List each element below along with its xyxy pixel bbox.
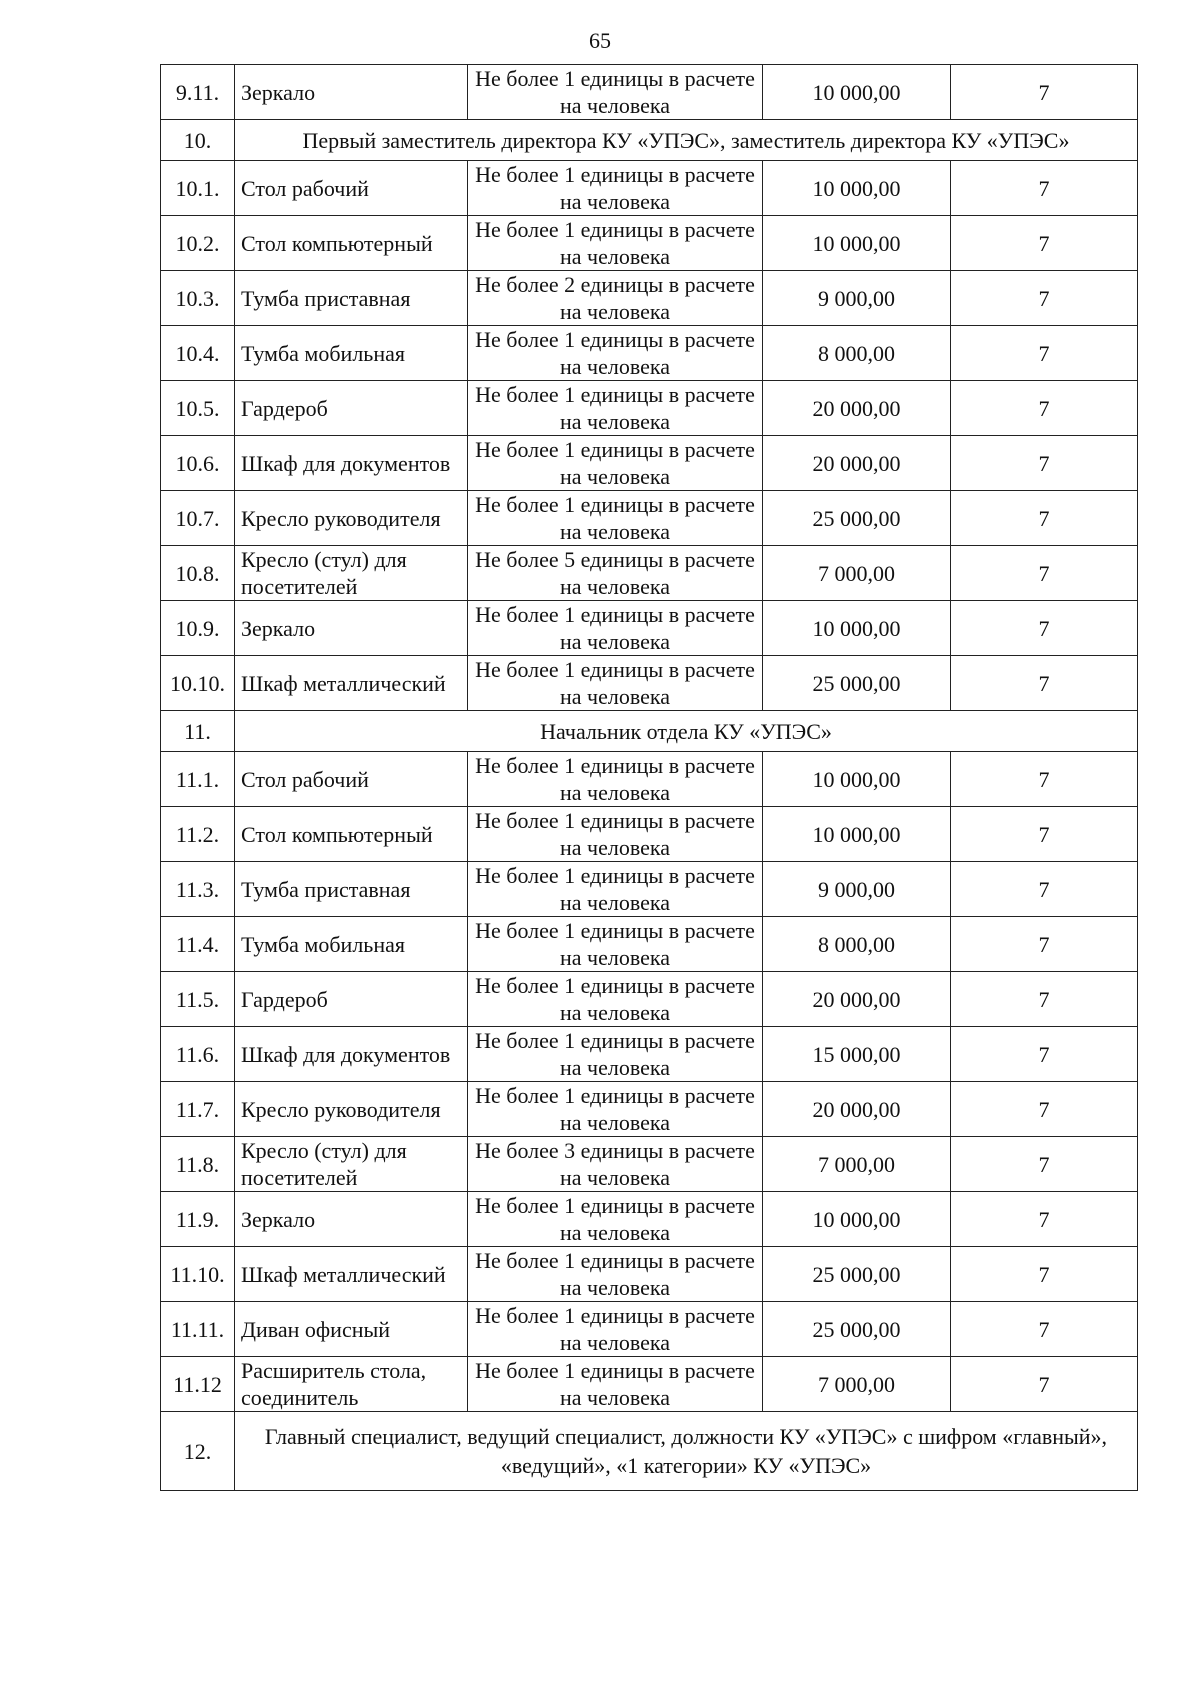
item-service-years: 7 — [951, 807, 1138, 862]
item-name: Шкаф металлический — [235, 1247, 468, 1302]
item-number: 10.8. — [161, 546, 235, 601]
table-row — [161, 917, 1138, 972]
item-number: 11.8. — [161, 1137, 235, 1192]
item-price: 7 000,00 — [763, 546, 951, 601]
item-name: Диван офисный — [235, 1302, 468, 1357]
item-norm: Не более 1 единицы в расчете на человека — [468, 65, 763, 120]
item-price: 9 000,00 — [763, 862, 951, 917]
section-number: 10. — [161, 120, 235, 161]
item-norm: Не более 1 единицы в расчете на человека — [468, 326, 763, 381]
item-service-years: 7 — [951, 271, 1138, 326]
table-row — [161, 1302, 1138, 1357]
item-price: 8 000,00 — [763, 917, 951, 972]
item-name: Кресло (стул) для посетителей — [235, 1137, 468, 1192]
item-price: 25 000,00 — [763, 1302, 951, 1357]
item-price: 10 000,00 — [763, 601, 951, 656]
item-name: Стол рабочий — [235, 161, 468, 216]
item-number: 11.9. — [161, 1192, 235, 1247]
item-name: Кресло (стул) для посетителей — [235, 546, 468, 601]
item-service-years: 7 — [951, 601, 1138, 656]
table-row — [161, 862, 1138, 917]
item-norm: Не более 1 единицы в расчете на человека — [468, 1302, 763, 1357]
table-row — [161, 1027, 1138, 1082]
item-number: 10.3. — [161, 271, 235, 326]
item-service-years: 7 — [951, 161, 1138, 216]
item-name: Шкаф металлический — [235, 656, 468, 711]
item-norm: Не более 1 единицы в расчете на человека — [468, 1192, 763, 1247]
item-price: 20 000,00 — [763, 436, 951, 491]
item-name: Шкаф для документов — [235, 1027, 468, 1082]
item-price: 10 000,00 — [763, 1192, 951, 1247]
item-norm: Не более 1 единицы в расчете на человека — [468, 917, 763, 972]
item-service-years: 7 — [951, 216, 1138, 271]
section-number: 11. — [161, 711, 235, 752]
section-number: 12. — [161, 1412, 235, 1491]
item-norm: Не более 1 единицы в расчете на человека — [468, 807, 763, 862]
item-price: 10 000,00 — [763, 161, 951, 216]
item-price: 25 000,00 — [763, 656, 951, 711]
item-name: Стол компьютерный — [235, 807, 468, 862]
item-service-years: 7 — [951, 1247, 1138, 1302]
item-norm: Не более 1 единицы в расчете на человека — [468, 601, 763, 656]
table-row — [161, 601, 1138, 656]
item-price: 8 000,00 — [763, 326, 951, 381]
item-name: Тумба приставная — [235, 862, 468, 917]
item-price: 25 000,00 — [763, 1247, 951, 1302]
item-number: 9.11. — [161, 65, 235, 120]
item-name: Гардероб — [235, 381, 468, 436]
section-title: Начальник отдела КУ «УПЭС» — [235, 711, 1138, 752]
item-price: 15 000,00 — [763, 1027, 951, 1082]
item-name: Кресло руководителя — [235, 1082, 468, 1137]
item-norm: Не более 1 единицы в расчете на человека — [468, 381, 763, 436]
item-number: 10.4. — [161, 326, 235, 381]
item-number: 11.2. — [161, 807, 235, 862]
item-norm: Не более 1 единицы в расчете на человека — [468, 216, 763, 271]
item-service-years: 7 — [951, 752, 1138, 807]
item-norm: Не более 1 единицы в расчете на человека — [468, 436, 763, 491]
item-price: 10 000,00 — [763, 752, 951, 807]
table-row — [161, 271, 1138, 326]
item-norm: Не более 2 единицы в расчете на человека — [468, 271, 763, 326]
table-row — [161, 65, 1138, 120]
table-row — [161, 326, 1138, 381]
item-name: Тумба приставная — [235, 271, 468, 326]
item-number: 10.2. — [161, 216, 235, 271]
item-number: 11.3. — [161, 862, 235, 917]
item-service-years: 7 — [951, 1082, 1138, 1137]
item-number: 11.1. — [161, 752, 235, 807]
table-row — [161, 1137, 1138, 1192]
item-number: 11.7. — [161, 1082, 235, 1137]
item-service-years: 7 — [951, 862, 1138, 917]
item-price: 20 000,00 — [763, 381, 951, 436]
item-name: Зеркало — [235, 601, 468, 656]
item-number: 10.5. — [161, 381, 235, 436]
furniture-norms-table — [160, 64, 1138, 1491]
table-row — [161, 656, 1138, 711]
table-row — [161, 1082, 1138, 1137]
table-row — [161, 161, 1138, 216]
table-row — [161, 381, 1138, 436]
item-name: Шкаф для документов — [235, 436, 468, 491]
item-norm: Не более 1 единицы в расчете на человека — [468, 1357, 763, 1412]
item-service-years: 7 — [951, 1027, 1138, 1082]
item-number: 11.10. — [161, 1247, 235, 1302]
section-row — [161, 711, 1138, 752]
item-number: 11.5. — [161, 972, 235, 1027]
item-name: Стол компьютерный — [235, 216, 468, 271]
table-row — [161, 491, 1138, 546]
table-row — [161, 1192, 1138, 1247]
item-service-years: 7 — [951, 972, 1138, 1027]
item-name: Зеркало — [235, 1192, 468, 1247]
item-service-years: 7 — [951, 1302, 1138, 1357]
section-row — [161, 120, 1138, 161]
item-number: 11.6. — [161, 1027, 235, 1082]
table-row — [161, 546, 1138, 601]
item-norm: Не более 1 единицы в расчете на человека — [468, 1027, 763, 1082]
item-service-years: 7 — [951, 656, 1138, 711]
item-norm: Не более 1 единицы в расчете на человека — [468, 862, 763, 917]
item-service-years: 7 — [951, 65, 1138, 120]
item-number: 10.7. — [161, 491, 235, 546]
item-service-years: 7 — [951, 381, 1138, 436]
section-row — [161, 1412, 1138, 1491]
item-number: 10.9. — [161, 601, 235, 656]
item-norm: Не более 1 единицы в расчете на человека — [468, 972, 763, 1027]
table-row — [161, 1247, 1138, 1302]
page-number: 65 — [589, 28, 611, 53]
item-price: 10 000,00 — [763, 65, 951, 120]
item-service-years: 7 — [951, 1137, 1138, 1192]
item-name: Стол рабочий — [235, 752, 468, 807]
item-name: Расширитель стола, соединитель — [235, 1357, 468, 1412]
item-norm: Не более 3 единицы в расчете на человека — [468, 1137, 763, 1192]
item-price: 10 000,00 — [763, 216, 951, 271]
item-service-years: 7 — [951, 326, 1138, 381]
section-title: Первый заместитель директора КУ «УПЭС», заместитель директора КУ «УПЭС» — [235, 120, 1138, 161]
item-number: 11.11. — [161, 1302, 235, 1357]
item-price: 9 000,00 — [763, 271, 951, 326]
item-norm: Не более 1 единицы в расчете на человека — [468, 656, 763, 711]
item-price: 25 000,00 — [763, 491, 951, 546]
item-price: 20 000,00 — [763, 1082, 951, 1137]
item-service-years: 7 — [951, 917, 1138, 972]
table-row — [161, 216, 1138, 271]
table-row — [161, 807, 1138, 862]
item-price: 10 000,00 — [763, 807, 951, 862]
item-price: 7 000,00 — [763, 1137, 951, 1192]
item-price: 7 000,00 — [763, 1357, 951, 1412]
item-norm: Не более 1 единицы в расчете на человека — [468, 1082, 763, 1137]
table-row — [161, 972, 1138, 1027]
item-number: 11.4. — [161, 917, 235, 972]
table-row — [161, 436, 1138, 491]
item-name: Гардероб — [235, 972, 468, 1027]
item-price: 20 000,00 — [763, 972, 951, 1027]
item-name: Кресло руководителя — [235, 491, 468, 546]
item-name: Тумба мобильная — [235, 917, 468, 972]
item-name: Тумба мобильная — [235, 326, 468, 381]
item-norm: Не более 1 единицы в расчете на человека — [468, 491, 763, 546]
item-number: 11.12 — [161, 1357, 235, 1412]
item-service-years: 7 — [951, 436, 1138, 491]
item-norm: Не более 1 единицы в расчете на человека — [468, 752, 763, 807]
table-row — [161, 752, 1138, 807]
item-number: 10.10. — [161, 656, 235, 711]
item-service-years: 7 — [951, 491, 1138, 546]
item-norm: Не более 5 единицы в расчете на человека — [468, 546, 763, 601]
item-name: Зеркало — [235, 65, 468, 120]
item-service-years: 7 — [951, 1357, 1138, 1412]
item-number: 10.1. — [161, 161, 235, 216]
item-norm: Не более 1 единицы в расчете на человека — [468, 161, 763, 216]
item-service-years: 7 — [951, 546, 1138, 601]
item-number: 10.6. — [161, 436, 235, 491]
item-service-years: 7 — [951, 1192, 1138, 1247]
item-norm: Не более 1 единицы в расчете на человека — [468, 1247, 763, 1302]
section-title: Главный специалист, ведущий специалист, должности КУ «УПЭС» с шифром «главный», «ведущий», «1 категории» КУ «УПЭС» — [235, 1412, 1138, 1491]
table-row — [161, 1357, 1138, 1412]
